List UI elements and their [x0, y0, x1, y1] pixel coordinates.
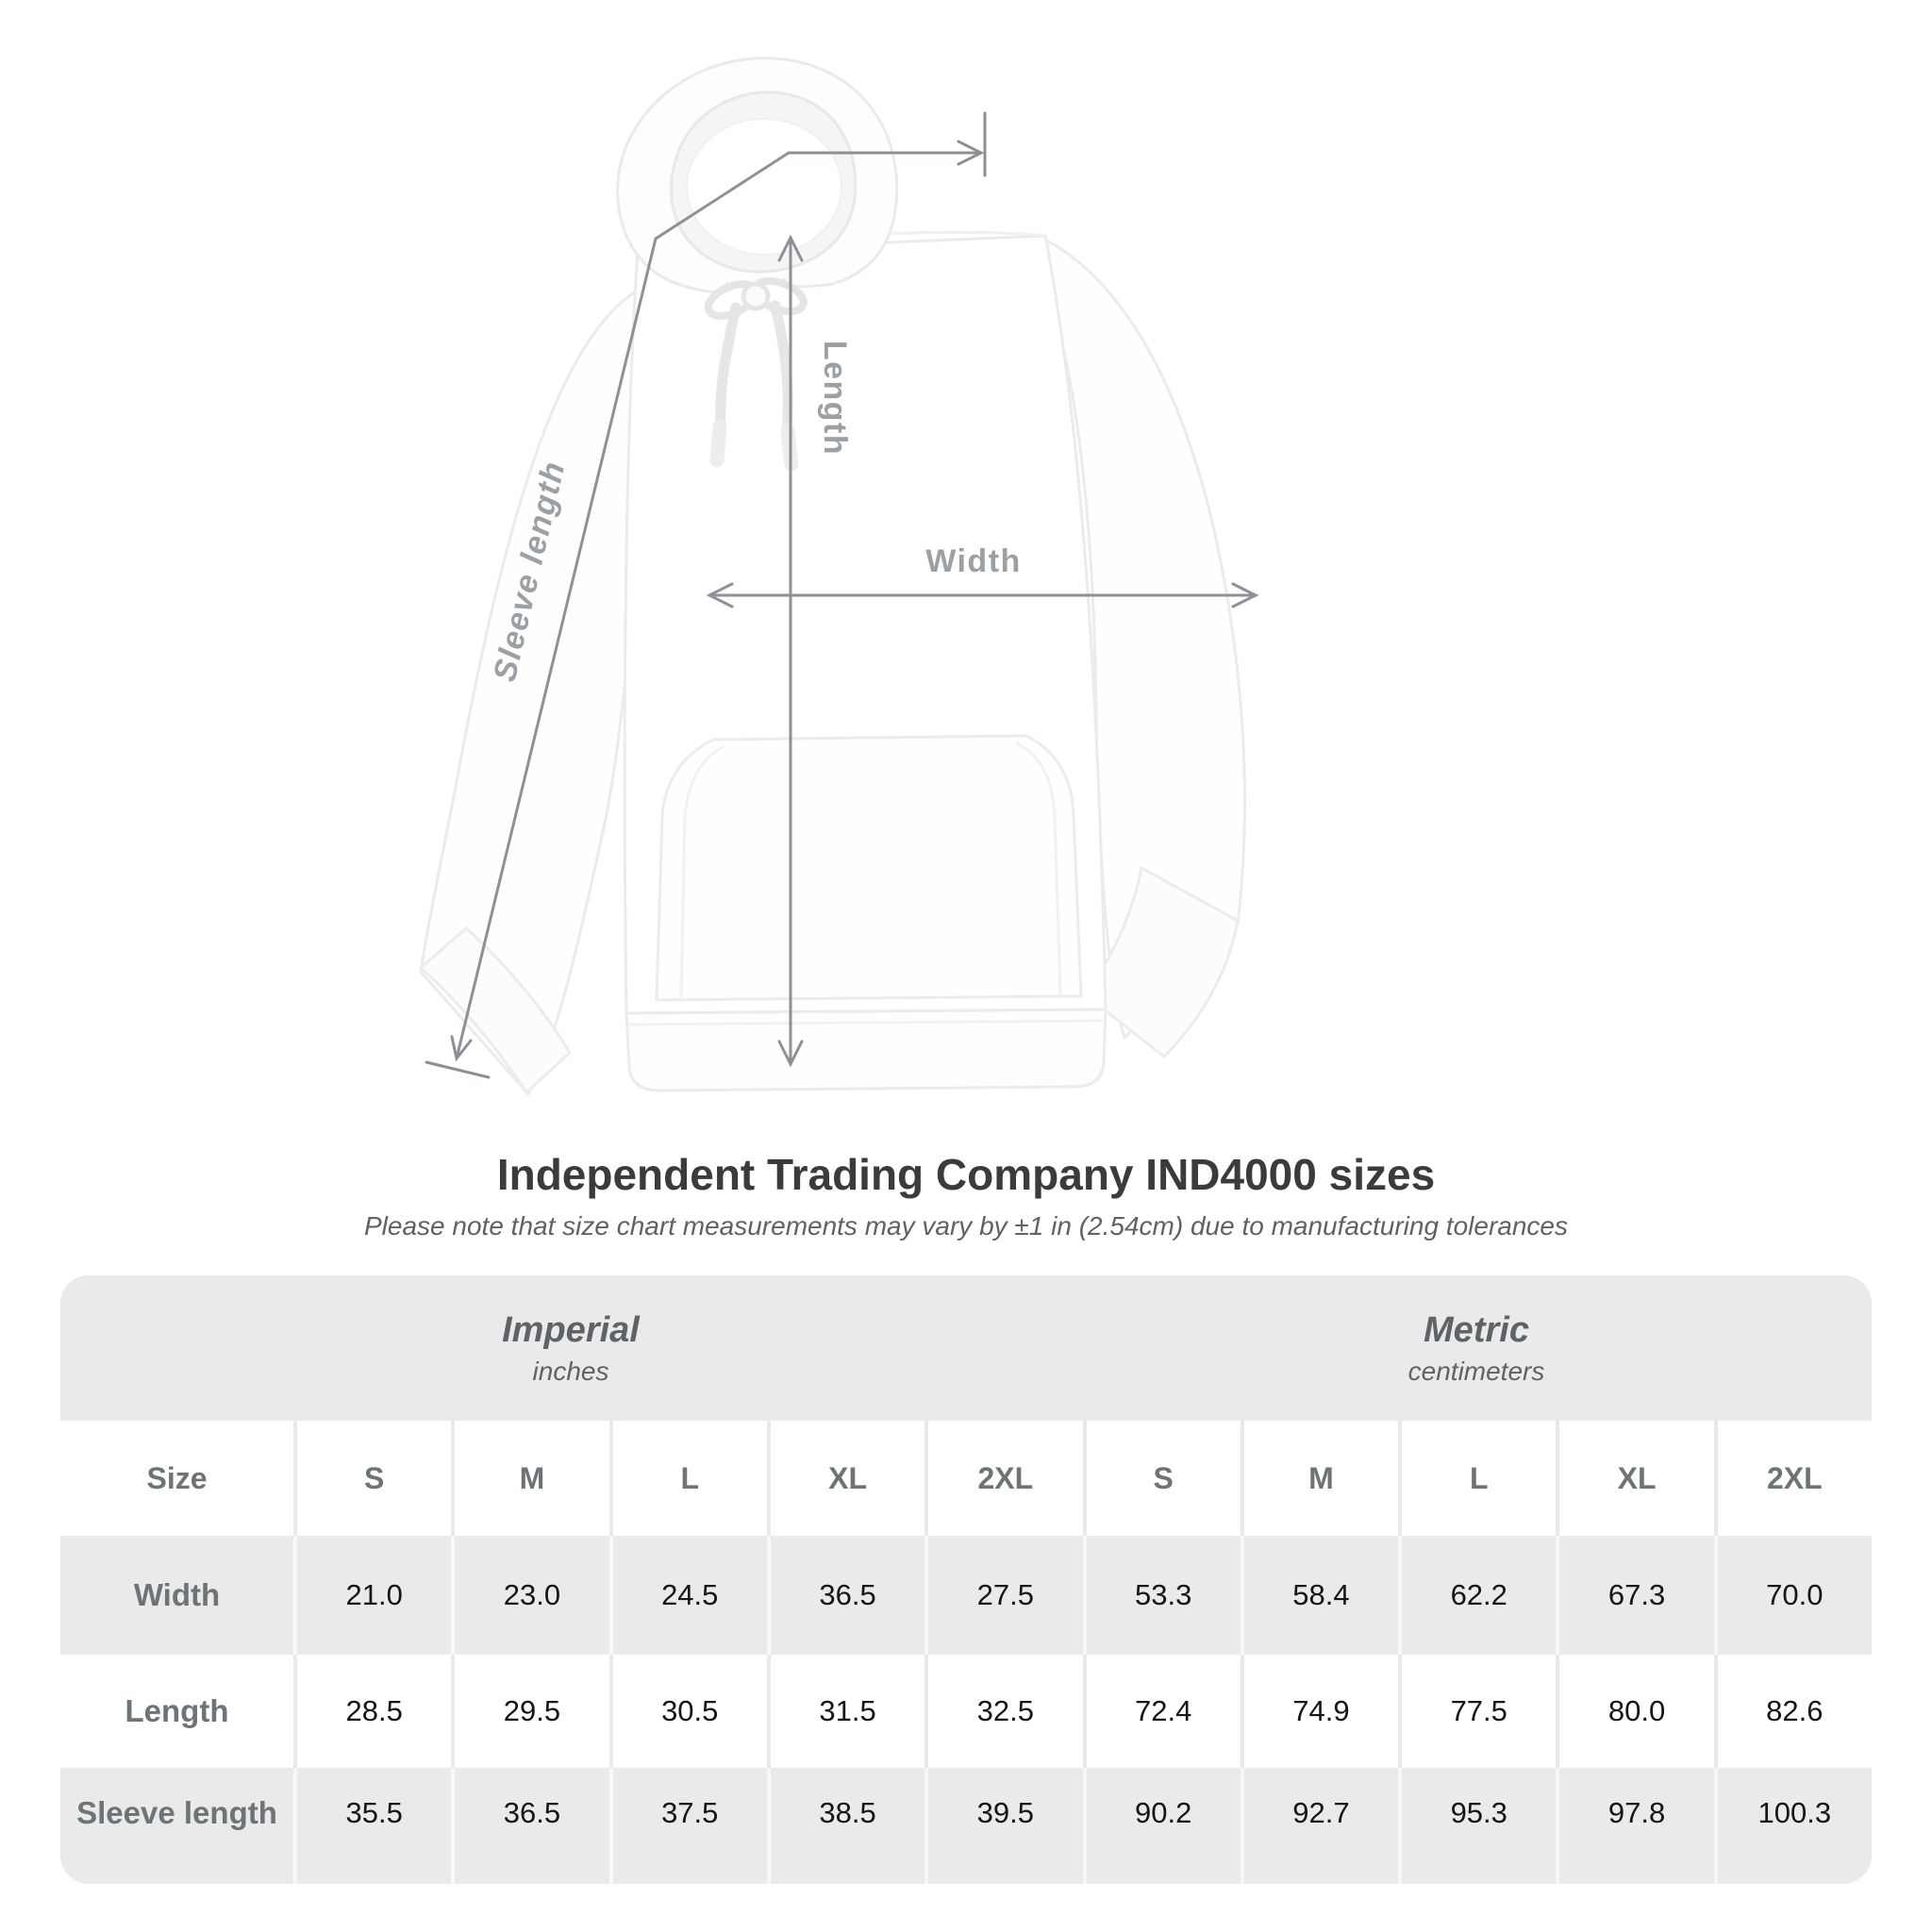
value-cell: 32.5 — [924, 1655, 1082, 1768]
value-cell: 58.4 — [1241, 1536, 1398, 1655]
size-header-metric-l: L — [1398, 1421, 1556, 1536]
value-cell: 53.3 — [1083, 1536, 1241, 1655]
table-row-width — [60, 1536, 1872, 1655]
value-cell: 70.0 — [1714, 1536, 1872, 1655]
size-header-metric-s: S — [1083, 1421, 1241, 1536]
size-table — [60, 1275, 1872, 1884]
size-header-imperial-m: M — [451, 1421, 608, 1536]
value-cell: 36.5 — [767, 1536, 924, 1655]
value-cell: 38.5 — [767, 1768, 924, 1884]
value-cell: 92.7 — [1241, 1768, 1398, 1884]
value-cell: 74.9 — [1241, 1655, 1398, 1768]
value-cell: 82.6 — [1714, 1655, 1872, 1768]
size-header-metric-2xl: 2XL — [1714, 1421, 1872, 1536]
value-cell: 72.4 — [1083, 1655, 1241, 1768]
value-cell: 37.5 — [609, 1768, 767, 1884]
width-label: Width — [925, 543, 1022, 579]
size-header-imperial-s: S — [293, 1421, 451, 1536]
value-cell: 97.8 — [1556, 1768, 1713, 1884]
imperial-unit-header — [60, 1275, 1081, 1421]
value-cell: 30.5 — [609, 1655, 767, 1768]
value-cell: 67.3 — [1556, 1536, 1713, 1655]
metric-unit-header — [1081, 1275, 1872, 1421]
size-header-imperial-xl: XL — [767, 1421, 924, 1536]
value-cell: 77.5 — [1398, 1655, 1556, 1768]
size-header-imperial-l: L — [609, 1421, 767, 1536]
size-column-header: Size — [146, 1460, 208, 1495]
row-label-length: Length — [125, 1693, 229, 1728]
metric-sublabel: centimeters — [1407, 1356, 1545, 1386]
value-cell: 24.5 — [609, 1536, 767, 1655]
row-label-sleeve-length: Sleeve length — [76, 1794, 277, 1830]
table-row-sleeve-length — [60, 1768, 1872, 1884]
page-title: Independent Trading Company IND4000 sizes — [496, 1150, 1436, 1199]
unit-band — [60, 1275, 1872, 1421]
value-cell: 29.5 — [451, 1655, 608, 1768]
value-cell: 27.5 — [924, 1536, 1082, 1655]
value-cell: 35.5 — [293, 1768, 451, 1884]
sleeve-end-tick — [426, 1062, 489, 1077]
value-cell: 95.3 — [1398, 1768, 1556, 1884]
value-cell: 28.5 — [293, 1655, 451, 1768]
imperial-sublabel: inches — [532, 1356, 609, 1386]
value-cell: 36.5 — [451, 1768, 608, 1884]
value-cell: 23.0 — [451, 1536, 608, 1655]
value-cell: 21.0 — [293, 1536, 451, 1655]
metric-label: Metric — [1424, 1309, 1529, 1350]
imperial-label: Imperial — [502, 1309, 640, 1350]
value-cell: 62.2 — [1398, 1536, 1556, 1655]
row-label-width: Width — [133, 1577, 221, 1612]
size-header-row — [60, 1421, 1872, 1536]
value-cell: 90.2 — [1083, 1768, 1241, 1884]
length-label: Length — [817, 340, 853, 457]
tolerance-note: Please note that size chart measurements may vary by ±1 in (2.54cm) due to manufacturing tolerances — [364, 1211, 1568, 1241]
size-header-metric-m: M — [1241, 1421, 1398, 1536]
value-cell: 80.0 — [1556, 1655, 1713, 1768]
size-header-imperial-2xl: 2XL — [924, 1421, 1082, 1536]
value-cell: 39.5 — [924, 1768, 1082, 1884]
size-header-metric-xl: XL — [1556, 1421, 1713, 1536]
sleeve-length-label: Sleeve length — [486, 457, 573, 686]
value-cell: 31.5 — [767, 1655, 924, 1768]
table-row-length — [60, 1655, 1872, 1768]
value-cell: 100.3 — [1714, 1768, 1872, 1884]
hoodie-pocket — [657, 736, 1081, 1000]
